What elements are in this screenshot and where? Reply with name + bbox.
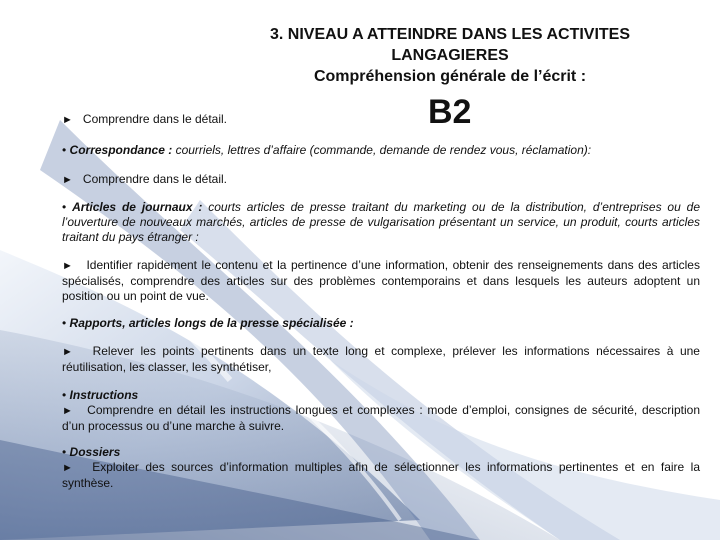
section-instructions [62,388,700,403]
section-articles [62,200,700,245]
title-line-1: 3. NIVEAU A ATTEINDRE DANS LES ACTIVITES [269,26,631,43]
arrow-item [62,460,700,491]
arrow-right-icon: ► [62,260,73,272]
bullet-icon: • [62,143,67,157]
section-rapports [62,316,700,331]
section-heading: Instructions [69,388,139,402]
title-line-2: LANGAGIERES [391,47,509,64]
side-note-text: Comprendre dans le détail. [82,112,227,126]
level-badge: B2 [428,93,472,131]
title-line-3: Compréhension générale de l’écrit : [313,68,587,85]
section-dossiers [62,445,700,460]
arrow-item [62,172,700,188]
arrow-right-icon: ► [62,174,73,186]
bullet-icon: • [62,388,67,402]
arrow-right-icon: ► [62,405,73,417]
slide-title [230,24,670,87]
section-heading: Correspondance : [69,143,173,157]
arrow-item-text: Comprendre dans le détail. [82,172,227,186]
section-heading: Rapports, articles longs de la presse spécialisée : [69,316,354,330]
section-heading: Dossiers [69,445,121,459]
bullet-icon: • [62,445,67,459]
section-text: courriels, lettres d’affaire (commande, demande de rendez vous, réclamation): [172,143,592,157]
arrow-item-text: Comprendre en détail les instructions longues et complexes : mode d’emploi, consignes de sécurité, description d’un processus ou d’une marche à suivre. [62,403,700,433]
arrow-item [62,403,700,434]
arrow-right-icon: ► [62,462,73,474]
bullet-icon: • [62,316,67,330]
arrow-item-text: Exploiter des sources d’information multiples afin de sélectionner les informations pertinentes et en faire la synthèse. [62,460,700,490]
bullet-icon: • [62,200,67,214]
arrow-right-icon: ► [62,114,73,126]
arrow-item-text: Identifier rapidement le contenu et la pertinence d’une information, obtenir des renseignements dans des articles spécialisés, comprendre des articles sur des problèmes contemporains et dans lesquels les auteurs adoptent un position ou un point de vue. [62,258,700,303]
arrow-item [62,344,700,375]
section-correspondance [62,143,700,158]
arrow-right-icon: ► [62,346,73,358]
arrow-item-text: Relever les points pertinents dans un texte long et complexe, prélever les informations nécessaires à une réutilisation, les classer, les synthétiser, [62,344,700,374]
section-heading: Articles de journaux : [72,200,203,214]
side-note [62,112,227,126]
arrow-item [62,258,700,304]
section-text: courts articles de presse traitant du marketing ou de la distribution, d’entreprises ou de l’ouverture de nouveaux marchés, articles de presse de vulgarisation présentant un service, un produit, courts articles traitant du pays étranger : [62,200,700,244]
